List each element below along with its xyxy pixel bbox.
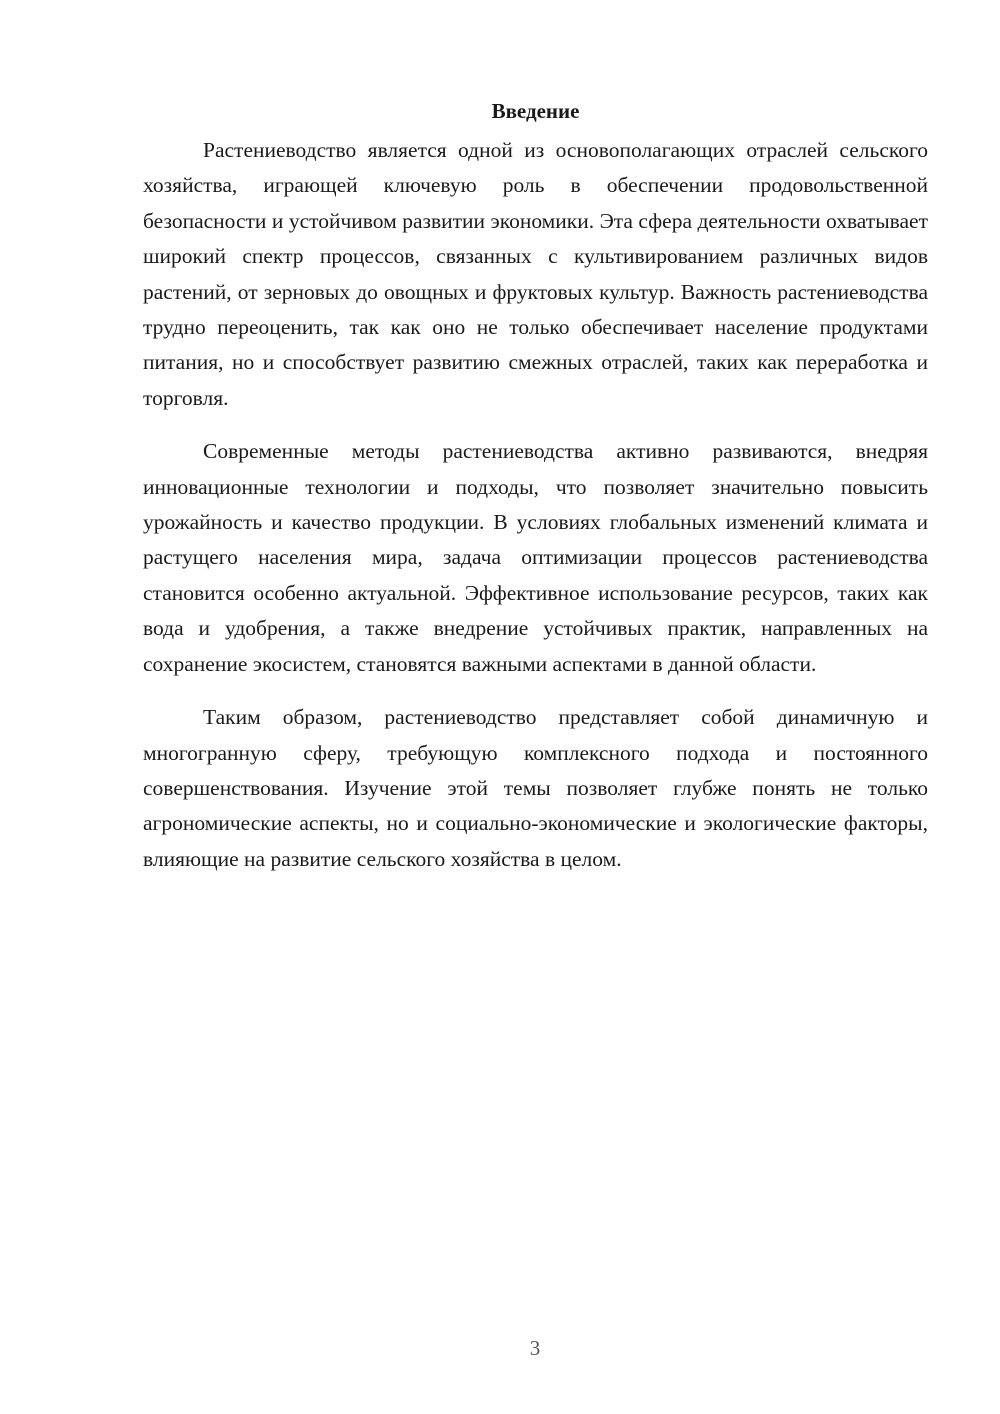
paragraph-3: Таким образом, растениеводство представляет собой динамичную и многогранную сферу, требующую комплексного подхода и постоянного совершенствования. Изучение этой темы позволяет глубже понять не только агрономические аспекты, но и социально-экономические и экологические факторы, влияющие на развитие сельского хозяйства в целом. (143, 705, 928, 871)
paragraph-2: Современные методы растениеводства активно развиваются, внедряя инновационные технологии и подходы, что позволяет значительно повысить урожайность и качество продукции. В условиях глобальных изменений климата и растущего населения мира, задача оптимизации процессов растениеводства становится особенно актуальной. Эффективное использование ресурсов, таких как вода и удобрения, а также внедрение устойчивых практик, направленных на сохранение экосистем, становятся важными аспектами в данной области. (143, 439, 928, 676)
page-content (143, 97, 928, 895)
section-heading: Введение (491, 99, 580, 123)
paragraph-1: Растениеводство является одной из основополагающих отраслей сельского хозяйства, играющей ключевую роль в обеспечении продовольственной безопасности и устойчивом развитии экономики. Эта сфера деятельности охватывает широкий спектр процессов, связанных с культивированием различных видов растений, от зерновых до овощных и фруктовых культур. Важность растениеводства трудно переоценить, так как оно не только обеспечивает население продуктами питания, но и способствует развитию смежных отраслей, таких как переработка и торговля. (143, 138, 928, 410)
page-number: 3 (529, 1336, 541, 1360)
